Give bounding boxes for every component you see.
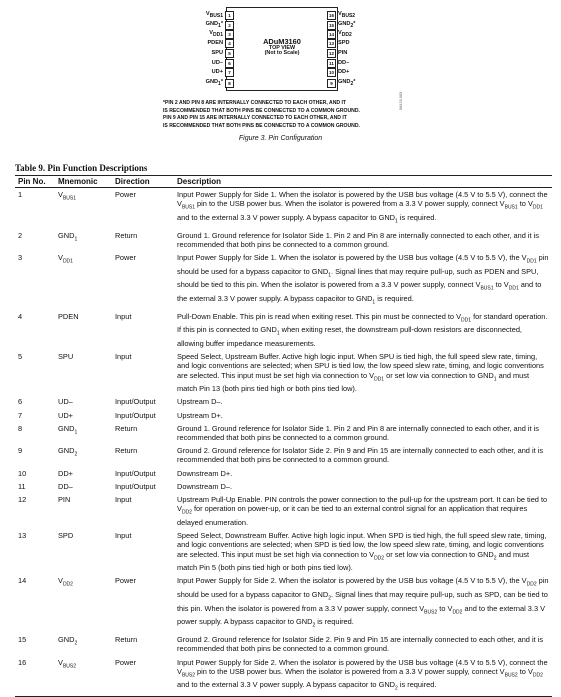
cell-direction: Input/Output — [115, 468, 156, 478]
pin-number: 1 — [225, 11, 234, 20]
pin-name: $V_{BUS1}$ — [205, 11, 223, 20]
cell-mnemonic: $V_{DD2}$ — [58, 576, 73, 588]
table-row — [15, 251, 552, 310]
cell-description: Downstream D+. — [177, 468, 233, 478]
table-row — [15, 480, 552, 493]
cell-mnemonic: $V_{DD1}$ — [58, 252, 73, 265]
cell-direction: Input/Output — [115, 481, 156, 491]
cell-direction: Return — [115, 635, 138, 645]
note-line: *PIN 2 AND PIN 8 ARE INTERNALLY CONNECTED TO EACH OTHER, AND IT — [163, 100, 347, 106]
header-mnemonic: Mnemonic — [55, 176, 112, 188]
cell-description: Input Power Supply for Side 1. When the isolator is powered by the USB bus voltage (4.5 V to 5.5 V), connect the $V_{BUS1}$ pin to the USB power bus. When the isolator is powered from a 3.3 V power supply, connect $V_{BUS1}$ to $V_{DD1}$ and to the external 3.3 V power supply. A bypass capacitor to $GND_1$ is required. — [177, 190, 548, 225]
header-direction: Direction — [112, 176, 174, 188]
cell-pin-no: 10 — [18, 468, 27, 478]
cell-mnemonic: UD+ — [58, 410, 73, 420]
cell-description: Ground 1. Ground reference for Isolator Side 1. Pin 2 and Pin 8 are internally connected to each other, and it is recommended that both pins be connected to a common ground. — [177, 230, 539, 249]
pin-number: 9 — [327, 79, 336, 88]
cell-direction: Return — [115, 423, 138, 433]
table-row — [15, 467, 552, 480]
header-description: Description — [174, 176, 552, 188]
cell-direction: Return — [115, 446, 138, 456]
table-row — [15, 310, 552, 351]
pin-function-table — [15, 175, 552, 697]
cell-pin-no: 11 — [18, 481, 26, 491]
pin-number: 16 — [328, 13, 334, 19]
cell-pin-no: 2 — [18, 230, 23, 240]
cell-description: Upstream Pull-Up Enable. PIN controls the power connection to the pull-up for the upstream port. It can be tied to $V_{DD2}$ for operation on power-up, or it can be tied to an external control signal for an application that requires delayed enumeration. — [177, 495, 548, 527]
cell-description: Downstream D–. — [177, 481, 233, 491]
cell-mnemonic: $GND_1$ — [58, 423, 78, 436]
table-row — [15, 409, 552, 422]
cell-mnemonic: SPU — [58, 352, 74, 362]
pin-right-16 — [327, 10, 357, 19]
figure-id: 06419-003 — [399, 91, 403, 110]
pin-right-10 — [327, 68, 351, 77]
ic-package-outline — [226, 7, 338, 91]
cell-description: Ground 2. Ground reference for Isolator Side 2. Pin 9 and Pin 15 are internally connected to each other, and it is recommended that both pins be connected to a common ground. — [177, 635, 544, 654]
cell-direction: Input — [115, 311, 132, 321]
pin-number: 8 — [225, 79, 234, 88]
pin-name: $V_{DD1}$ — [209, 30, 223, 39]
pin-name: $GND_2*$ — [338, 78, 356, 87]
cell-pin-no: 9 — [18, 446, 23, 456]
note-line: IS RECOMMENDED THAT BOTH PINS BE CONNECTED TO A COMMON GROUND. — [163, 122, 360, 129]
cell-mnemonic: $GND_2$ — [58, 635, 78, 647]
cell-pin-no: 14 — [18, 576, 27, 586]
pin-number: 14 — [328, 32, 334, 38]
pin-note — [163, 100, 403, 130]
note-line: IS RECOMMENDED THAT BOTH PINS BE CONNECTED TO A COMMON GROUND. — [163, 107, 360, 114]
cell-direction: Input/Output — [115, 410, 156, 420]
pin-right-11 — [327, 59, 351, 68]
cell-direction: Power — [115, 190, 136, 199]
cell-description: Ground 2. Ground reference for Isolator Side 2. Pin 9 and Pin 15 are internally connected to each other, and it is recommended that both pins be connected to a common ground. — [177, 446, 544, 465]
cell-mnemonic: $V_{BUS2}$ — [55, 656, 112, 697]
pin-name: SPU — [211, 49, 223, 56]
pin-right-15 — [327, 20, 357, 29]
cell-direction: Power — [112, 656, 174, 697]
cell-description: Upstream D–. — [177, 397, 223, 407]
table-row — [15, 656, 552, 697]
pin-number: 4 — [225, 39, 234, 48]
table-header-row — [15, 176, 552, 188]
pin-number: 7 — [225, 68, 234, 77]
pin-name: SPD — [338, 40, 350, 47]
table-title: Table 9. Pin Function Descriptions — [15, 163, 148, 173]
pin-number: 12 — [328, 50, 334, 56]
pin-left-8 — [204, 78, 234, 87]
pin-left-4 — [205, 39, 234, 48]
cell-description: Speed Select, Downstream Buffer. Active high logic input. When SPD is tied high, the full speed slew rate, timing, and logic conventions are selected; when SPD is tied low, the low speed slew rate, timing, and logic conventions are selected. This input must be set high via connection to $V_{DD2}$ or set low via connection to $GND_2$ and must match Pin 5 (both pins tied high or both pins tied low). — [177, 531, 547, 573]
table-row — [15, 493, 552, 529]
table-row — [15, 422, 552, 444]
figure-caption: Figure 3. Pin Configuration — [238, 135, 323, 142]
cell-direction: Power — [115, 576, 136, 586]
pin-name: DD– — [338, 59, 350, 66]
pin-number: 6 — [225, 59, 234, 68]
pin-name: DD+ — [338, 69, 350, 76]
cell-pin-no: 3 — [18, 252, 23, 262]
table-row — [15, 395, 552, 408]
pin-left-1 — [204, 10, 234, 19]
pin-right-13 — [327, 39, 352, 48]
table-row — [15, 188, 552, 229]
cell-description: Upstream D+. — [177, 410, 223, 420]
cell-mnemonic: DD– — [58, 481, 73, 491]
table-row — [15, 444, 552, 466]
cell-description: Input Power Supply for Side 2. When the isolator is powered by the USB bus voltage (4.5 V to 5.5 V), connect the $V_{BUS2}$ pin to the USB power bus. When the isolator is powered from a 3.3 V power supply, connect $V_{BUS2}$ to $V_{DD2}$ and to the external 3.3 V power supply. A bypass capacitor to $GND_2$ is required. — [174, 656, 552, 697]
table-row — [15, 229, 552, 251]
pin-right-9 — [327, 78, 357, 87]
pin-number: 5 — [225, 49, 234, 58]
pin-name: $V_{BUS2}$ — [338, 11, 356, 20]
cell-pin-no: 6 — [18, 397, 23, 407]
pin-number: 15 — [328, 22, 334, 28]
cell-mnemonic: PIN — [58, 495, 71, 505]
cell-direction: Return — [115, 230, 138, 240]
table-row — [15, 350, 552, 395]
pin-number: 10 — [328, 70, 334, 76]
cell-pin-no: 4 — [18, 311, 23, 321]
cell-description: Pull-Down Enable. This pin is read when exiting reset. This pin must be connected to $V_{DD1}$ for standard operation. If this pin is connected to $GND_1$ when exiting reset, the downstream pull-down resistors are disconnected, allowing buffer impedance measurements. — [177, 311, 548, 348]
cell-direction: Input/Output — [115, 397, 156, 407]
table-row — [15, 529, 552, 574]
pin-number: 13 — [328, 41, 334, 47]
pin-name: $GND_1*$ — [205, 78, 223, 87]
pin-name: PIN — [338, 49, 348, 56]
cell-direction: Power — [115, 252, 136, 262]
cell-mnemonic: $V_{BUS1}$ — [58, 190, 76, 202]
cell-description: Input Power Supply for Side 1. When the isolator is powered by the USB bus voltage (4.5 V to 5.5 V), the $V_{DD1}$ pin should be used for a bypass capacitor to $GND_1$. Signal lines that may require pull-up, such as PDEN and SPU, should be tied to this pin. When the isolator is powered from a 3.3 V power supply, connect $V_{BUS1}$ to $V_{DD1}$ and to the external 3.3 V power supply. A bypass capacitor to $GND_1$ is required. — [177, 252, 549, 306]
pin-name: $GND_1*$ — [205, 20, 223, 29]
package-label — [255, 38, 309, 57]
pin-name: $V_{DD2}$ — [338, 30, 352, 39]
pin-name: UD+ — [211, 69, 223, 76]
package-title: ADuM3160 — [263, 37, 301, 46]
pin-name: PDEN — [207, 40, 223, 47]
cell-pin-no: 13 — [18, 531, 27, 541]
cell-mnemonic: SPD — [58, 531, 74, 541]
cell-description: Speed Select, Upstream Buffer. Active high logic input. When SPU is tied high, the full speed slew rate, timing, and logic conventions are selected; when SPU is tied low, the low speed slew rate, timing, and logic conventions are selected. This input must be set high via connection to $V_{DD1}$ or set low via connection to $GND_1$ and must match Pin 13 (both pins tied high or both pins tied low). — [177, 352, 544, 394]
note-line: PIN 9 AND PIN 15 ARE INTERNALLY CONNECTED TO EACH OTHER, AND IT — [163, 115, 347, 122]
cell-pin-no: 15 — [18, 635, 27, 645]
cell-description: Input Power Supply for Side 2. When the isolator is powered by the USB bus voltage (4.5 V to 5.5 V), the $V_{DD2}$ pin should be used for a bypass capacitor to $GND_2$. Signal lines that may require pull-up, such as SPD, can be tied to this pin. When the isolator is powered from a 3.3 V power supply, connect $V_{BUS2}$ to $V_{DD2}$ and to the external 3.3 V power supply. A bypass capacitor to $GND_2$ is required. — [177, 576, 549, 629]
cell-pin-no: 7 — [18, 410, 23, 420]
pin-right-14 — [327, 29, 354, 38]
cell-mnemonic: PDEN — [58, 311, 79, 321]
cell-mnemonic: $GND_1$ — [58, 230, 78, 243]
cell-description: Ground 1. Ground reference for Isolator Side 1. Pin 2 and Pin 8 are internally connected to each other, and it is recommended that both pins be connected to a common ground. — [177, 423, 539, 443]
table-row — [15, 574, 552, 633]
package-subtitle: TOP VIEW (Not to Scale) — [264, 44, 300, 57]
cell-pin-no: 1 — [18, 190, 23, 199]
cell-mnemonic: DD+ — [58, 468, 73, 478]
pin-name: UD– — [211, 59, 223, 66]
pin-number: 2 — [225, 21, 234, 30]
cell-pin-no: 8 — [18, 423, 23, 433]
table-body — [15, 188, 552, 697]
cell-pin-no: 5 — [18, 352, 23, 362]
pin-left-5 — [209, 49, 234, 58]
pin-left-2 — [204, 20, 234, 29]
cell-pin-no: 12 — [18, 495, 27, 505]
cell-direction: Input — [115, 531, 132, 541]
pin-right-12 — [327, 49, 349, 58]
pin-number: 11 — [327, 59, 336, 68]
cell-direction: Input — [115, 352, 132, 362]
pin-name: $GND_2*$ — [338, 20, 356, 29]
cell-pin-no: 16 — [15, 656, 55, 697]
pin-left-7 — [210, 68, 234, 77]
header-pin-no: Pin No. — [15, 176, 55, 188]
cell-direction: Input — [115, 495, 132, 505]
pin-left-3 — [207, 29, 234, 38]
pin-left-6 — [210, 59, 234, 68]
pin-number: 3 — [225, 30, 234, 39]
cell-mnemonic: UD– — [58, 397, 73, 407]
cell-mnemonic: $GND_2$ — [58, 446, 78, 458]
